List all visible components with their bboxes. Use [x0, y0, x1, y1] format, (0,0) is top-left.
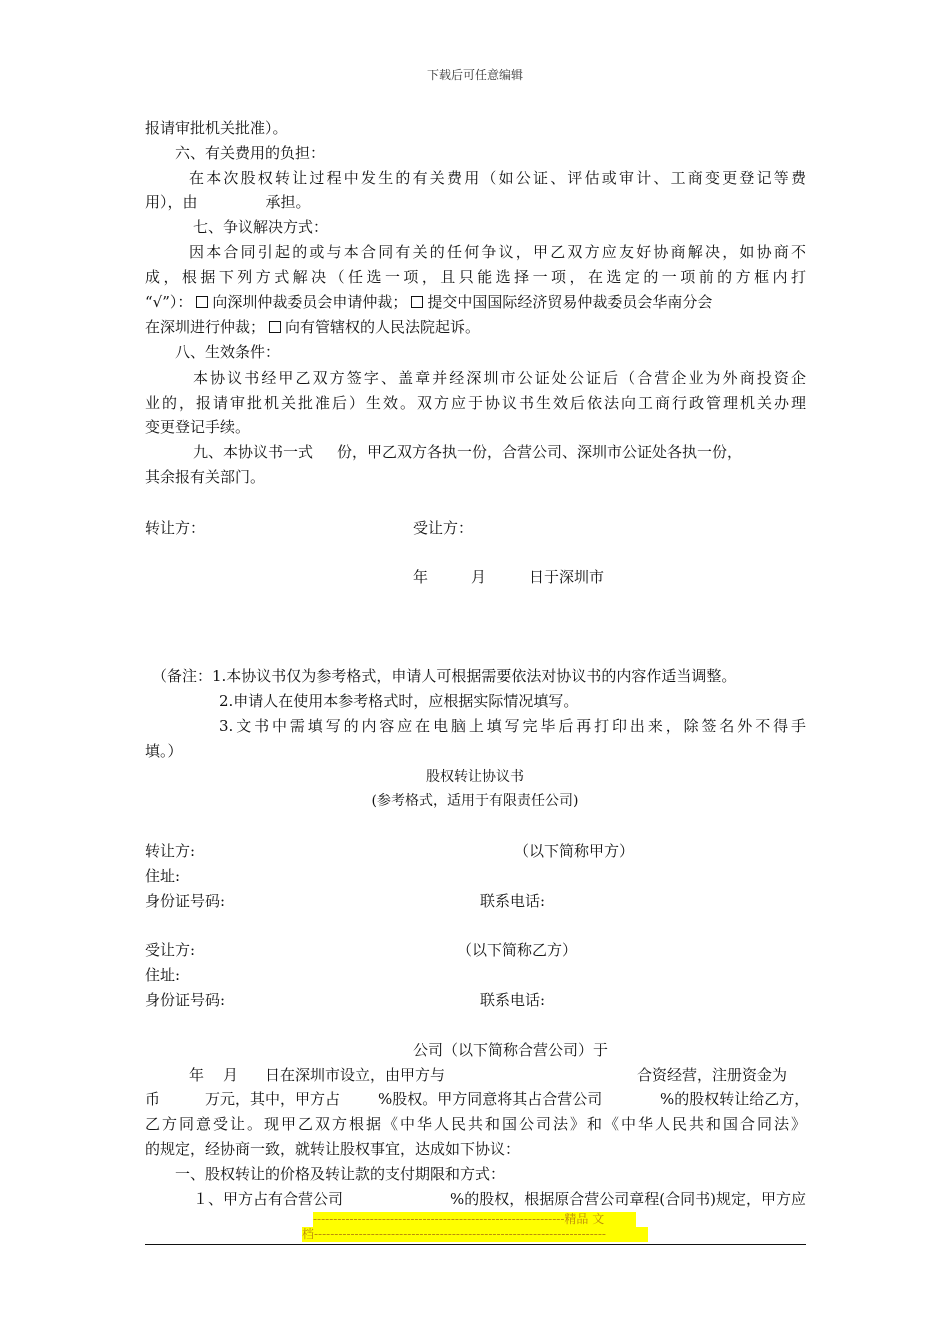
body-line: 报请审批机关批准）。 [145, 119, 288, 137]
transferor-label: 转让方： [145, 519, 206, 537]
section-heading: 七、争议解决方式： [193, 218, 329, 236]
text-span: １、甲方占有合营公司 [193, 1190, 344, 1208]
footer-highlight-line: --------------------------------------------------------------精品 文 [313, 1212, 636, 1227]
body-line [145, 190, 311, 214]
text-span: 合资经营，注册资金为 [637, 1066, 788, 1084]
text-span: %股权。甲方同意将其占合营公司 [378, 1090, 603, 1108]
body-line [145, 290, 712, 314]
date-year: 年 [413, 568, 429, 586]
footer-divider [145, 1244, 806, 1245]
body-line: 本协议书经甲乙双方签字、盖章并经深圳市公证处公证后（合营企业为外商投资企 [193, 369, 806, 387]
section-heading: 一、股权转让的价格及转让款的支付期限和方式： [175, 1165, 506, 1183]
body-line: 业的，报请审批机关批准后）生效。双方应于协议书生效后依法向工商行政管理机关办理 [145, 394, 806, 412]
text-span: 年 [189, 1066, 205, 1084]
page-header: 下载后可任意编辑 [426, 68, 523, 82]
text-span: 份，甲乙双方各执一份，合营公司、深圳市公证处各执一份， [337, 443, 743, 461]
date-month: 月 [471, 568, 487, 586]
transferee-label: 受让方： [413, 519, 474, 537]
checkbox-icon[interactable] [269, 321, 281, 333]
note-line: （备注：1.本协议书仅为参考格式，申请人可根据需要依法对协议书的内容作适当调整。 [152, 667, 737, 685]
document-title: 股权转让协议书 [426, 769, 524, 785]
body-line: 其余报有关部门。 [145, 468, 266, 486]
body-line: 公司（以下简称合营公司）于 [413, 1041, 609, 1059]
checkbox-icon[interactable] [411, 296, 423, 308]
body-line: 变更登记手续。 [145, 418, 251, 436]
text-span: 提交中国国际经济贸易仲裁委员会华南分会 [427, 293, 713, 311]
body-line [193, 440, 742, 464]
checkbox-icon[interactable] [196, 296, 208, 308]
party-a-id: 身份证号码: [145, 892, 226, 910]
date-day: 日于深圳市 [529, 568, 605, 586]
section-heading: 六、有关费用的负担： [175, 144, 326, 162]
text-span: 向有管辖权的人民法院起诉。 [285, 318, 481, 336]
section-heading: 八、生效条件： [175, 343, 281, 361]
text-span: “√”）： [145, 293, 193, 311]
footer-highlight-line: 档------------------------------------------------------------------------ [302, 1227, 648, 1242]
text-span: 月 [223, 1066, 239, 1084]
text-span: 承担。 [265, 193, 311, 211]
note-line: 2.申请人在使用本参考格式时，应根据实际情况填写。 [219, 692, 579, 710]
party-b-phone: 联系电话: [480, 991, 546, 1009]
text-span: 币 [145, 1090, 161, 1108]
text-span: %的股权转让给乙方， [660, 1090, 810, 1108]
text-span: 万元，其中，甲方占 [205, 1090, 341, 1108]
text-span: 用），由 [145, 193, 198, 211]
party-b-label: 受让方: [145, 941, 196, 959]
text-span: 九、本协议书一式 [193, 443, 314, 461]
body-line [145, 315, 480, 339]
body-line: 成，根据下列方式解决（任选一项，且只能选择一项，在选定的一项前的方框内打 [145, 268, 806, 286]
party-a-address: 住址: [145, 867, 181, 885]
party-b-id: 身份证号码: [145, 991, 226, 1009]
party-a-alias: （以下简称甲方） [514, 842, 635, 860]
body-line: 的规定，经协商一致，就转让股权事宜，达成如下协议： [145, 1140, 521, 1158]
text-span: 在深圳进行仲裁； [145, 318, 266, 336]
body-line: 因本合同引起的或与本合同有关的任何争议，甲乙双方应友好协商解决，如协商不 [189, 243, 806, 261]
party-a-label: 转让方: [145, 842, 196, 860]
text-span: 日在深圳市设立，由甲方与 [265, 1066, 446, 1084]
party-b-address: 住址: [145, 966, 181, 984]
document-subtitle: (参考格式，适用于有限责任公司) [371, 793, 579, 809]
body-line: 乙方同意受让。现甲乙双方根据《中华人民共和国公司法》和《中华人民共和国合同法》 [145, 1115, 806, 1133]
note-line: 填。） [145, 742, 183, 760]
text-span: 向深圳仲裁委员会申请仲裁； [212, 293, 408, 311]
note-line: 3.文书中需填写的内容应在电脑上填写完毕后再打印出来，除签名外不得手 [219, 717, 806, 735]
party-a-phone: 联系电话: [480, 892, 546, 910]
party-b-alias: （以下简称乙方） [457, 941, 578, 959]
body-line: 在本次股权转让过程中发生的有关费用（如公证、评估或审计、工商变更登记等费 [189, 169, 806, 187]
text-span: %的股权，根据原合营公司章程(合同书)规定，甲方应 [450, 1190, 806, 1208]
